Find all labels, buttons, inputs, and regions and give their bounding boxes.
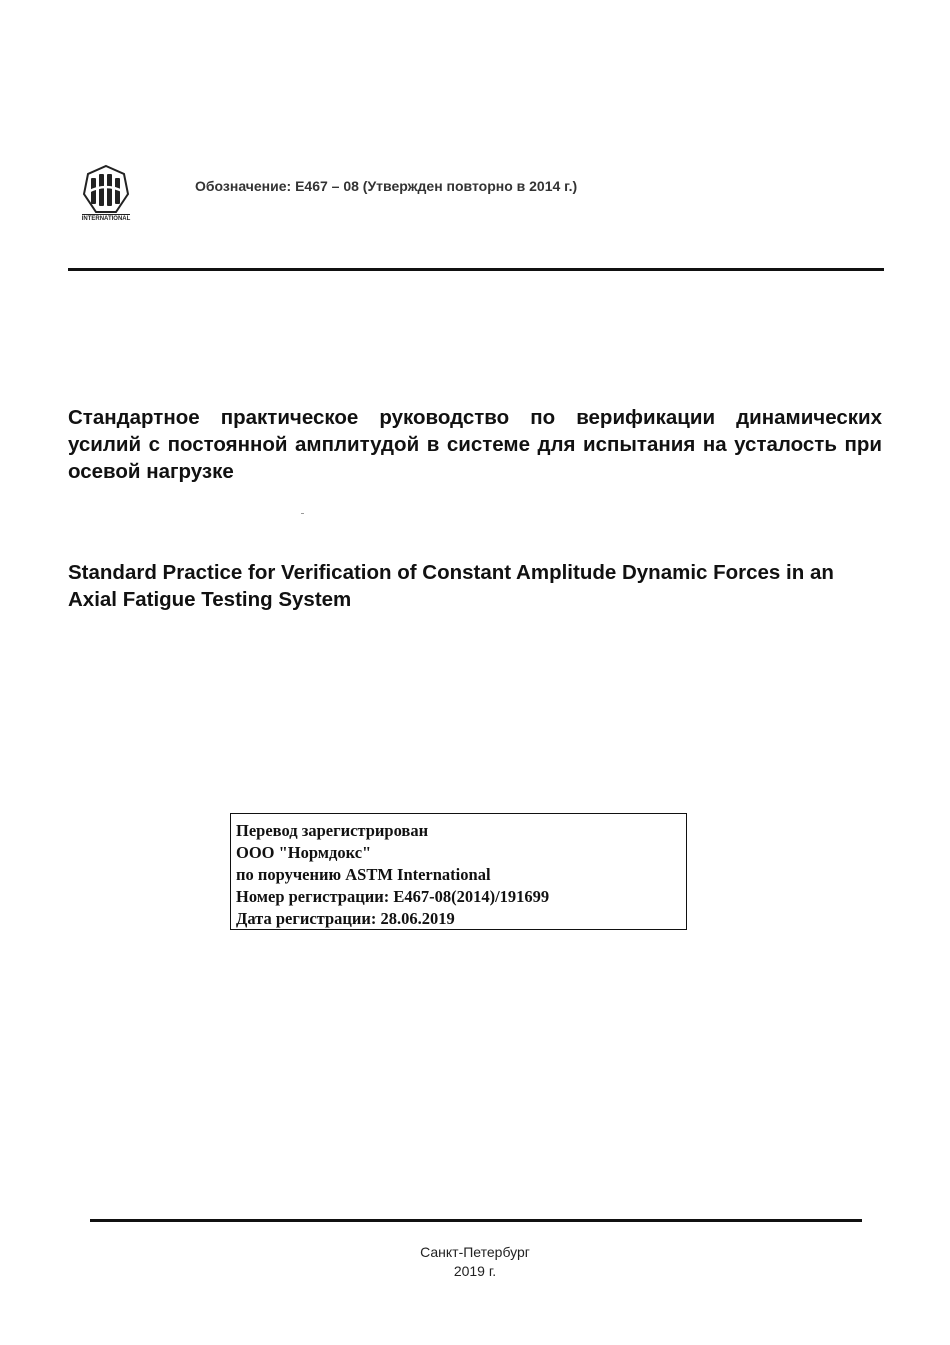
designation: Обозначение: E467 – 08 (Утвержден повторно в 2014 г.) [195, 178, 578, 194]
astm-logo-icon [78, 164, 134, 222]
bottom-rule [90, 1219, 862, 1222]
registration-line: Перевод зарегистрирован [236, 821, 429, 840]
footer-city: Санкт-Петербург [420, 1244, 530, 1260]
footer [0, 1243, 950, 1281]
divider-mark [301, 513, 304, 514]
registration-line: Дата регистрации: 28.06.2019 [236, 909, 455, 928]
registration-line: по поручению ASTM International [236, 865, 491, 884]
title-russian: Стандартное практическое руководство по верификации динамических усилий с постоянной амплитудой в системе для испытания на усталость при осевой нагрузке [68, 406, 882, 483]
title-english: Standard Practice for Verification of Constant Amplitude Dynamic Forces in an Axial Fatigue Testing System [68, 561, 834, 611]
top-rule [68, 268, 884, 271]
registration-box [230, 813, 687, 930]
astm-logo [78, 164, 134, 222]
footer-year: 2019 г. [453, 1263, 497, 1279]
logo-subtext: INTERNATIONAL [81, 216, 131, 222]
registration-line: ООО "Нормдокс" [236, 843, 372, 862]
registration-line: Номер регистрации: E467-08(2014)/191699 [236, 887, 550, 906]
